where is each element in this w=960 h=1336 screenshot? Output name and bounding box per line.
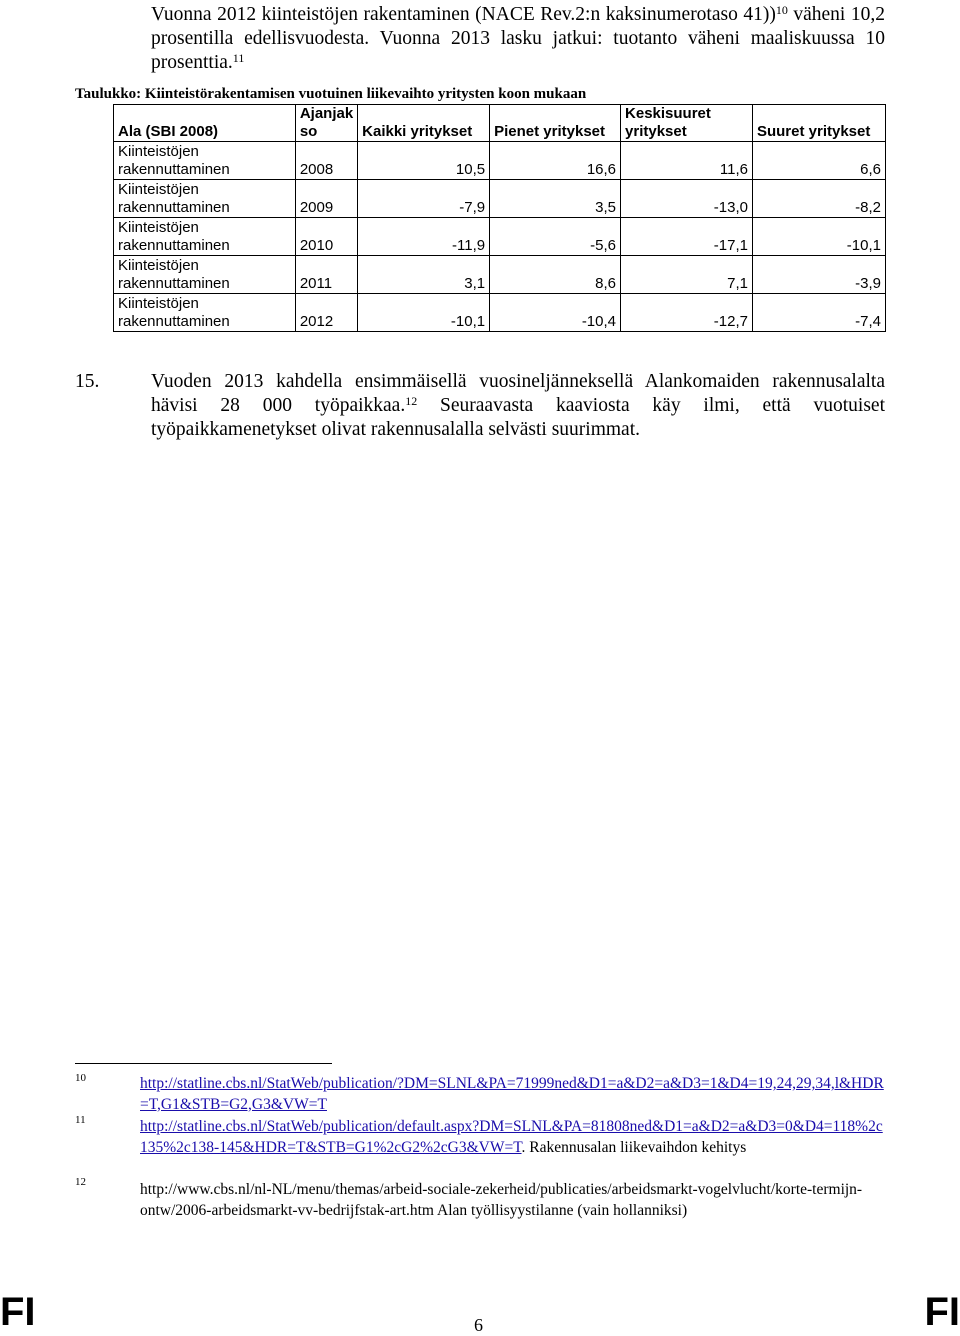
cell-large: -3,9 — [752, 256, 885, 294]
cell-large: -10,1 — [752, 218, 885, 256]
footnote-text: http://www.cbs.nl/nl-NL/menu/themas/arbeid-sociale-zekerheid/publicaties/arbeidsmarkt-vogelvlucht/korte-termijn-ontw/2006-arbeidsmarkt-vv-bedrijfstak-art.htm Alan työllisyystilanne (vain hollanniksi) — [140, 1181, 863, 1219]
cell-sector: Kiinteistöjen rakennuttaminen — [114, 256, 296, 294]
cell-all: 3,1 — [358, 256, 490, 294]
cell-small: -5,6 — [490, 218, 621, 256]
header-small-companies: Pienet yritykset — [490, 105, 621, 142]
table-row — [114, 180, 886, 218]
cell-period: 2011 — [295, 256, 357, 294]
cell-period: 2008 — [295, 142, 357, 180]
cell-period: 2010 — [295, 218, 357, 256]
table-header-row — [114, 105, 886, 142]
intro-text-part2: väheni 10,2 prosentilla edellisvuodesta. Vuonna 2013 lasku jatkui: tuotanto väheni maaliskuussa 10 prosenttia. — [151, 4, 885, 73]
cell-medium: -17,1 — [621, 218, 753, 256]
language-code-right: FI — [924, 1290, 960, 1334]
footnote-number: 11 — [75, 1114, 86, 1126]
turnover-table — [113, 104, 886, 332]
cell-large: -7,4 — [752, 294, 885, 332]
cell-all: -10,1 — [358, 294, 490, 332]
footnote-11 — [140, 1117, 886, 1158]
paragraph-number: 15. — [75, 371, 100, 392]
page-number: 6 — [474, 1315, 483, 1335]
header-large-companies: Suuret yritykset — [752, 105, 885, 142]
table-row — [114, 256, 886, 294]
footnote-ref-10[interactable]: 10 — [775, 3, 788, 17]
cell-small: -10,4 — [490, 294, 621, 332]
footnote-text: . Rakennusalan liikevaihdon kehitys — [521, 1138, 747, 1156]
cell-sector: Kiinteistöjen rakennuttaminen — [114, 142, 296, 180]
footnote-link[interactable]: http://statline.cbs.nl/StatWeb/publication/default.aspx?DM=SLNL&PA=81808ned&D1=a&D2=a&D3=0&D4=118%2c135%2c138-145&HDR=T&STB=G1%2cG2%2cG3&VW=T — [140, 1118, 883, 1156]
cell-sector: Kiinteistöjen rakennuttaminen — [114, 180, 296, 218]
cell-large: -8,2 — [752, 180, 885, 218]
cell-period: 2012 — [295, 294, 357, 332]
intro-paragraph — [151, 3, 885, 75]
header-period: Ajanjak so — [295, 105, 357, 142]
header-sector: Ala (SBI 2008) — [114, 105, 296, 142]
footnote-number: 10 — [75, 1072, 86, 1084]
cell-period: 2009 — [295, 180, 357, 218]
para15-text-part2: Seuraavasta kaaviosta käy ilmi, että vuotuiset työpaikkamenetykset olivat rakennusalalla selvästi suurimmat. — [151, 395, 885, 440]
cell-small: 3,5 — [490, 180, 621, 218]
footnote-10 — [140, 1074, 886, 1115]
footnote-number: 12 — [75, 1176, 86, 1188]
table-row — [114, 218, 886, 256]
cell-all: 10,5 — [358, 142, 490, 180]
cell-medium: -12,7 — [621, 294, 753, 332]
paragraph-15 — [151, 370, 885, 442]
intro-text-part1: Vuonna 2012 kiinteistöjen rakentaminen (NACE Rev.2:n kaksinumerotaso 41)) — [151, 4, 776, 25]
cell-small: 16,6 — [490, 142, 621, 180]
footnote-link[interactable]: http://statline.cbs.nl/StatWeb/publication/?DM=SLNL&PA=71999ned&D1=a&D2=a&D3=1&D4=19,24,29,34,l&HDR=T,G1&STB=G2,G3&VW=T — [140, 1075, 884, 1113]
cell-medium: 11,6 — [621, 142, 753, 180]
para15-text-part1: Vuoden 2013 kahdella ensimmäisellä vuosineljänneksellä Alankomaiden rakennusalalta hävisi 28 000 työpaikkaa. — [151, 371, 885, 416]
cell-all: -7,9 — [358, 180, 490, 218]
footnote-ref-12[interactable]: 12 — [405, 394, 418, 408]
header-all-companies: Kaikki yritykset — [358, 105, 490, 142]
cell-sector: Kiinteistöjen rakennuttaminen — [114, 218, 296, 256]
footnote-ref-11[interactable]: 11 — [232, 51, 245, 65]
cell-small: 8,6 — [490, 256, 621, 294]
table-caption: Taulukko: Kiinteistörakentamisen vuotuinen liikevaihto yritysten koon mukaan — [75, 86, 587, 102]
footnote-12 — [140, 1180, 886, 1221]
footnote-separator — [75, 1063, 332, 1064]
cell-large: 6,6 — [752, 142, 885, 180]
language-code-left: FI — [0, 1290, 36, 1334]
table-row — [114, 142, 886, 180]
table-row — [114, 294, 886, 332]
header-medium-companies: Keskisuuret yritykset — [621, 105, 753, 142]
cell-all: -11,9 — [358, 218, 490, 256]
cell-medium: -13,0 — [621, 180, 753, 218]
cell-medium: 7,1 — [621, 256, 753, 294]
cell-sector: Kiinteistöjen rakennuttaminen — [114, 294, 296, 332]
